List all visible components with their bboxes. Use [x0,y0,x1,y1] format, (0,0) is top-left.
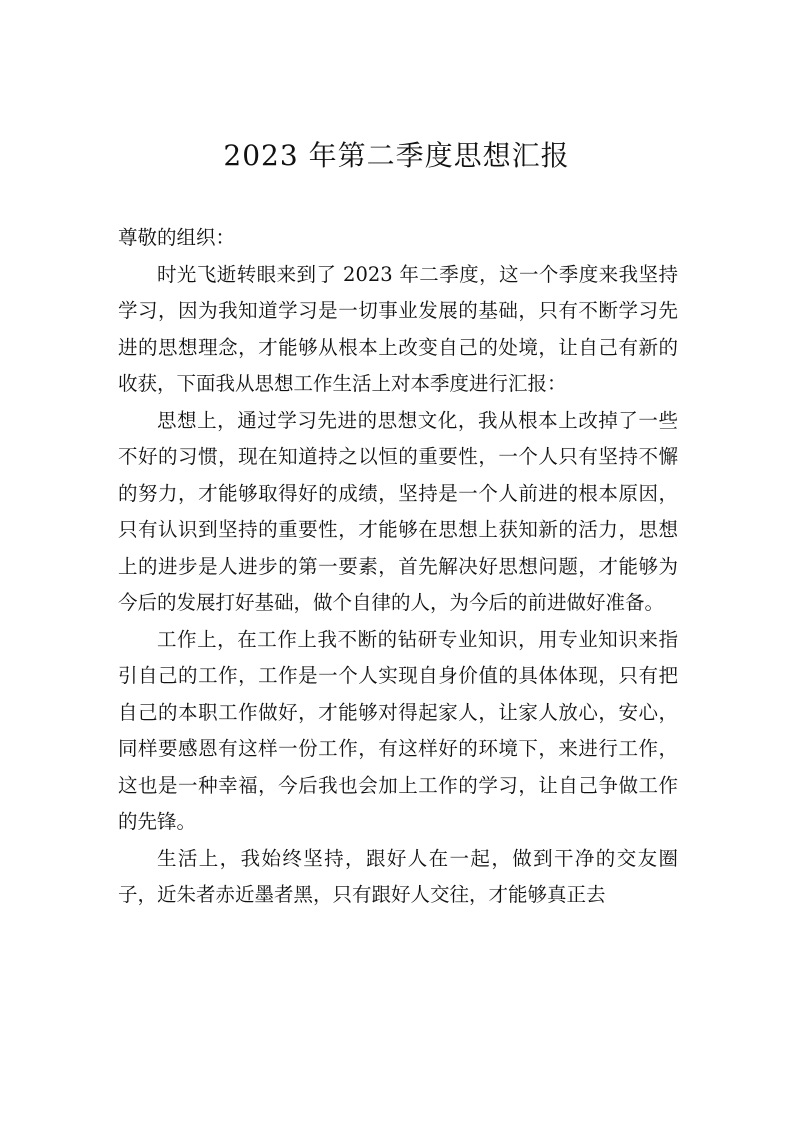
paragraph-life: 生活上，我始终坚持，跟好人在一起，做到干净的交友圈子，近朱者赤近墨者黑，只有跟好人交往，才能够真正去 [118,846,678,906]
paragraph-thought: 思想上，通过学习先进的思想文化，我从根本上改掉了一些不好的习惯，现在知道持之以恒的重要性，一个人只有坚持不懈的努力，才能够取得好的成绩，坚持是一个人前进的根本原因，只有认识到坚持的重要性，才能够在思想上获知新的活力，思想上的进步是人进步的第一要素，首先解决好思想问题，才能够为今后的发展打好基础，做个自律的人，为今后的前进做好准备。 [118,408,678,614]
salutation: 尊敬的组织： [118,226,236,249]
paragraph-work: 工作上，在工作上我不断的钻研专业知识，用专业知识来指引自己的工作，工作是一个人实现自身价值的具体体现，只有把自己的本职工作做好，才能够对得起家人，让家人放心，安心，同样要感恩有这样一份工作，有这样好的环境下，来进行工作，这也是一种幸福，今后我也会加上工作的学习，让自己争做工作的先锋。 [118,627,678,833]
document-body [118,220,678,914]
document-title: 2023 年第二季度思想汇报 [223,139,570,172]
paragraph-intro: 时光飞逝转眼来到了 2023 年二季度，这一个季度来我坚持学习，因为我知道学习是一切事业发展的基础，只有不断学习先进的思想理念，才能够从根本上改变自己的处境，让自己有新的收获，下面我从思想工作生活上对本季度进行汇报： [118,262,678,395]
